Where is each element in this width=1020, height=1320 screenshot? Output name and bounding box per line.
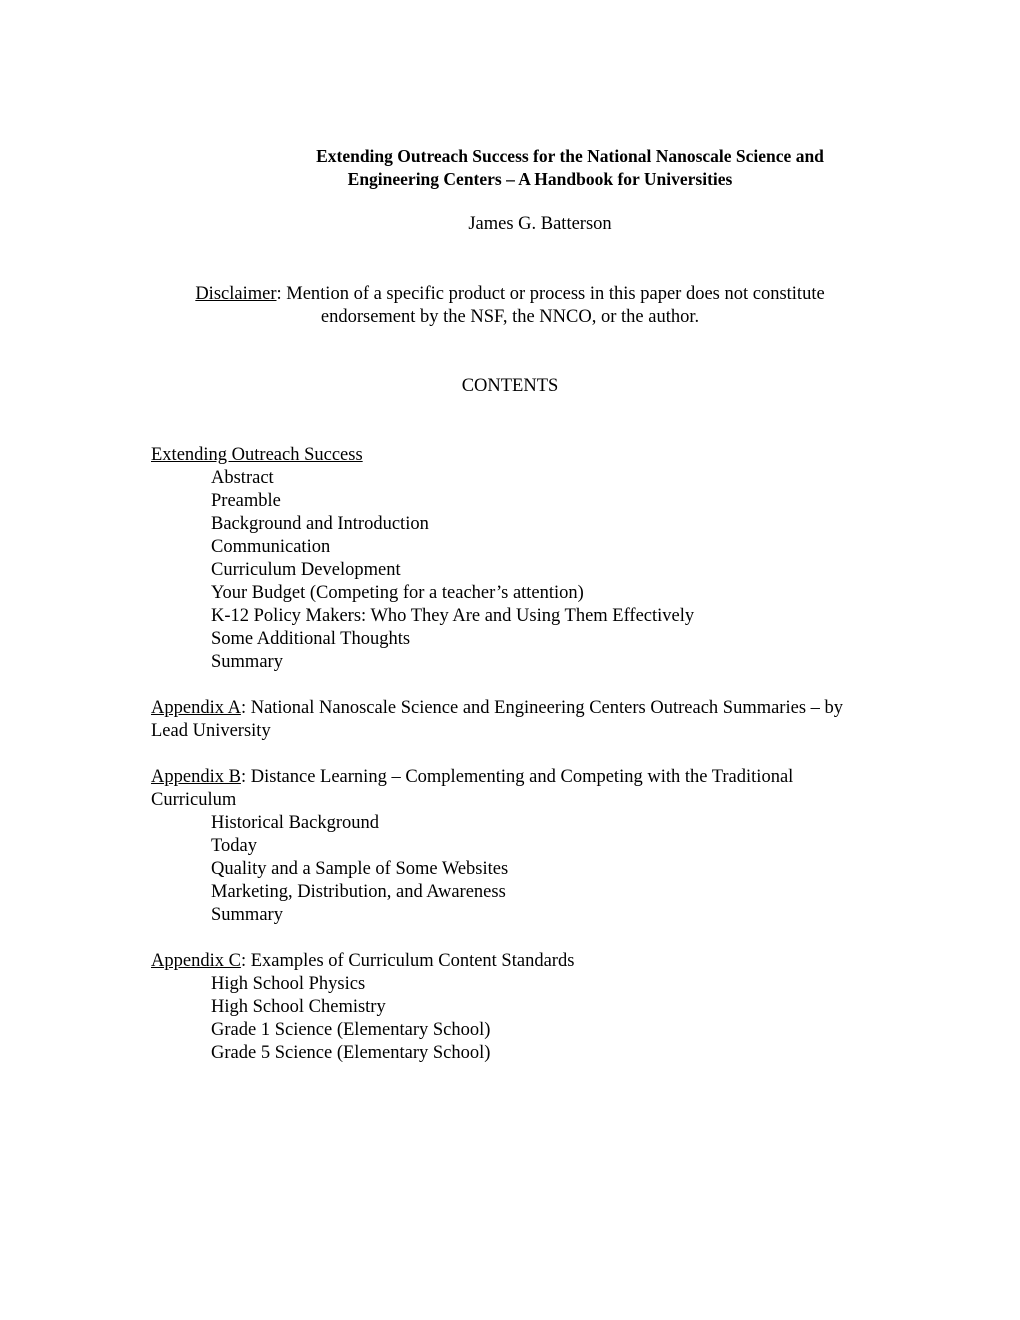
toc-section-appendix-b bbox=[151, 766, 871, 927]
toc-heading-appendix-b bbox=[151, 766, 871, 812]
toc-item-background: Background and Introduction bbox=[211, 514, 429, 534]
disclaimer bbox=[150, 283, 870, 329]
toc-item-hs-physics: High School Physics bbox=[211, 974, 366, 994]
toc-item-marketing: Marketing, Distribution, and Awareness bbox=[211, 882, 506, 902]
appendix-a-text: : National Nanoscale Science and Engineering Centers Outreach Summaries – by Lead University bbox=[151, 698, 844, 741]
toc-item-grade5-science: Grade 5 Science (Elementary School) bbox=[211, 1043, 491, 1063]
toc-heading-appendix-a bbox=[151, 697, 871, 743]
toc-item-curriculum-development: Curriculum Development bbox=[211, 560, 401, 580]
toc-heading-main bbox=[151, 444, 871, 467]
appendix-b-label: Appendix B bbox=[151, 767, 241, 787]
disclaimer-text: : Mention of a specific product or process in this paper does not constitute endorsement by the NSF, the NNCO, or the author. bbox=[276, 284, 825, 327]
disclaimer-label: Disclaimer bbox=[195, 284, 277, 304]
appendix-c-label: Appendix C bbox=[151, 951, 241, 971]
toc-item-b-summary: Summary bbox=[211, 905, 283, 925]
toc-item-summary: Summary bbox=[211, 652, 283, 672]
toc-item-hs-chemistry: High School Chemistry bbox=[211, 997, 386, 1017]
toc-item-today: Today bbox=[211, 836, 257, 856]
author-name: James G. Batterson bbox=[468, 214, 612, 234]
toc-item-communication: Communication bbox=[211, 537, 331, 557]
toc-appendix-c-list bbox=[151, 973, 871, 1065]
toc-main-label: Extending Outreach Success bbox=[151, 445, 363, 465]
toc-appendix-b-list bbox=[151, 812, 871, 927]
toc-item-preamble: Preamble bbox=[211, 491, 281, 511]
appendix-c-text: : Examples of Curriculum Content Standards bbox=[240, 951, 575, 971]
toc-heading-appendix-c bbox=[151, 950, 871, 973]
title-line-1: Extending Outreach Success for the National Nanoscale Science and bbox=[316, 146, 824, 166]
toc-item-grade1-science: Grade 1 Science (Elementary School) bbox=[211, 1020, 491, 1040]
contents-heading: CONTENTS bbox=[461, 376, 559, 396]
toc-section-appendix-a bbox=[151, 697, 871, 743]
toc-item-budget: Your Budget (Competing for a teacher’s attention) bbox=[211, 583, 584, 603]
toc-item-quality-websites: Quality and a Sample of Some Websites bbox=[211, 859, 509, 879]
document-title bbox=[150, 145, 930, 191]
toc-main-list bbox=[151, 467, 871, 674]
toc-item-historical-background: Historical Background bbox=[211, 813, 379, 833]
toc-item-additional-thoughts: Some Additional Thoughts bbox=[211, 629, 411, 649]
appendix-b-text: : Distance Learning – Complementing and Competing with the Traditional Curriculum bbox=[151, 767, 794, 810]
toc-item-policy-makers: K-12 Policy Makers: Who They Are and Using Them Effectively bbox=[211, 606, 695, 626]
toc-item-abstract: Abstract bbox=[211, 468, 274, 488]
title-line-2: Engineering Centers – A Handbook for Universities bbox=[347, 169, 733, 189]
appendix-a-label: Appendix A bbox=[151, 698, 241, 718]
toc-section-main bbox=[151, 444, 871, 674]
toc-section-appendix-c bbox=[151, 950, 871, 1065]
